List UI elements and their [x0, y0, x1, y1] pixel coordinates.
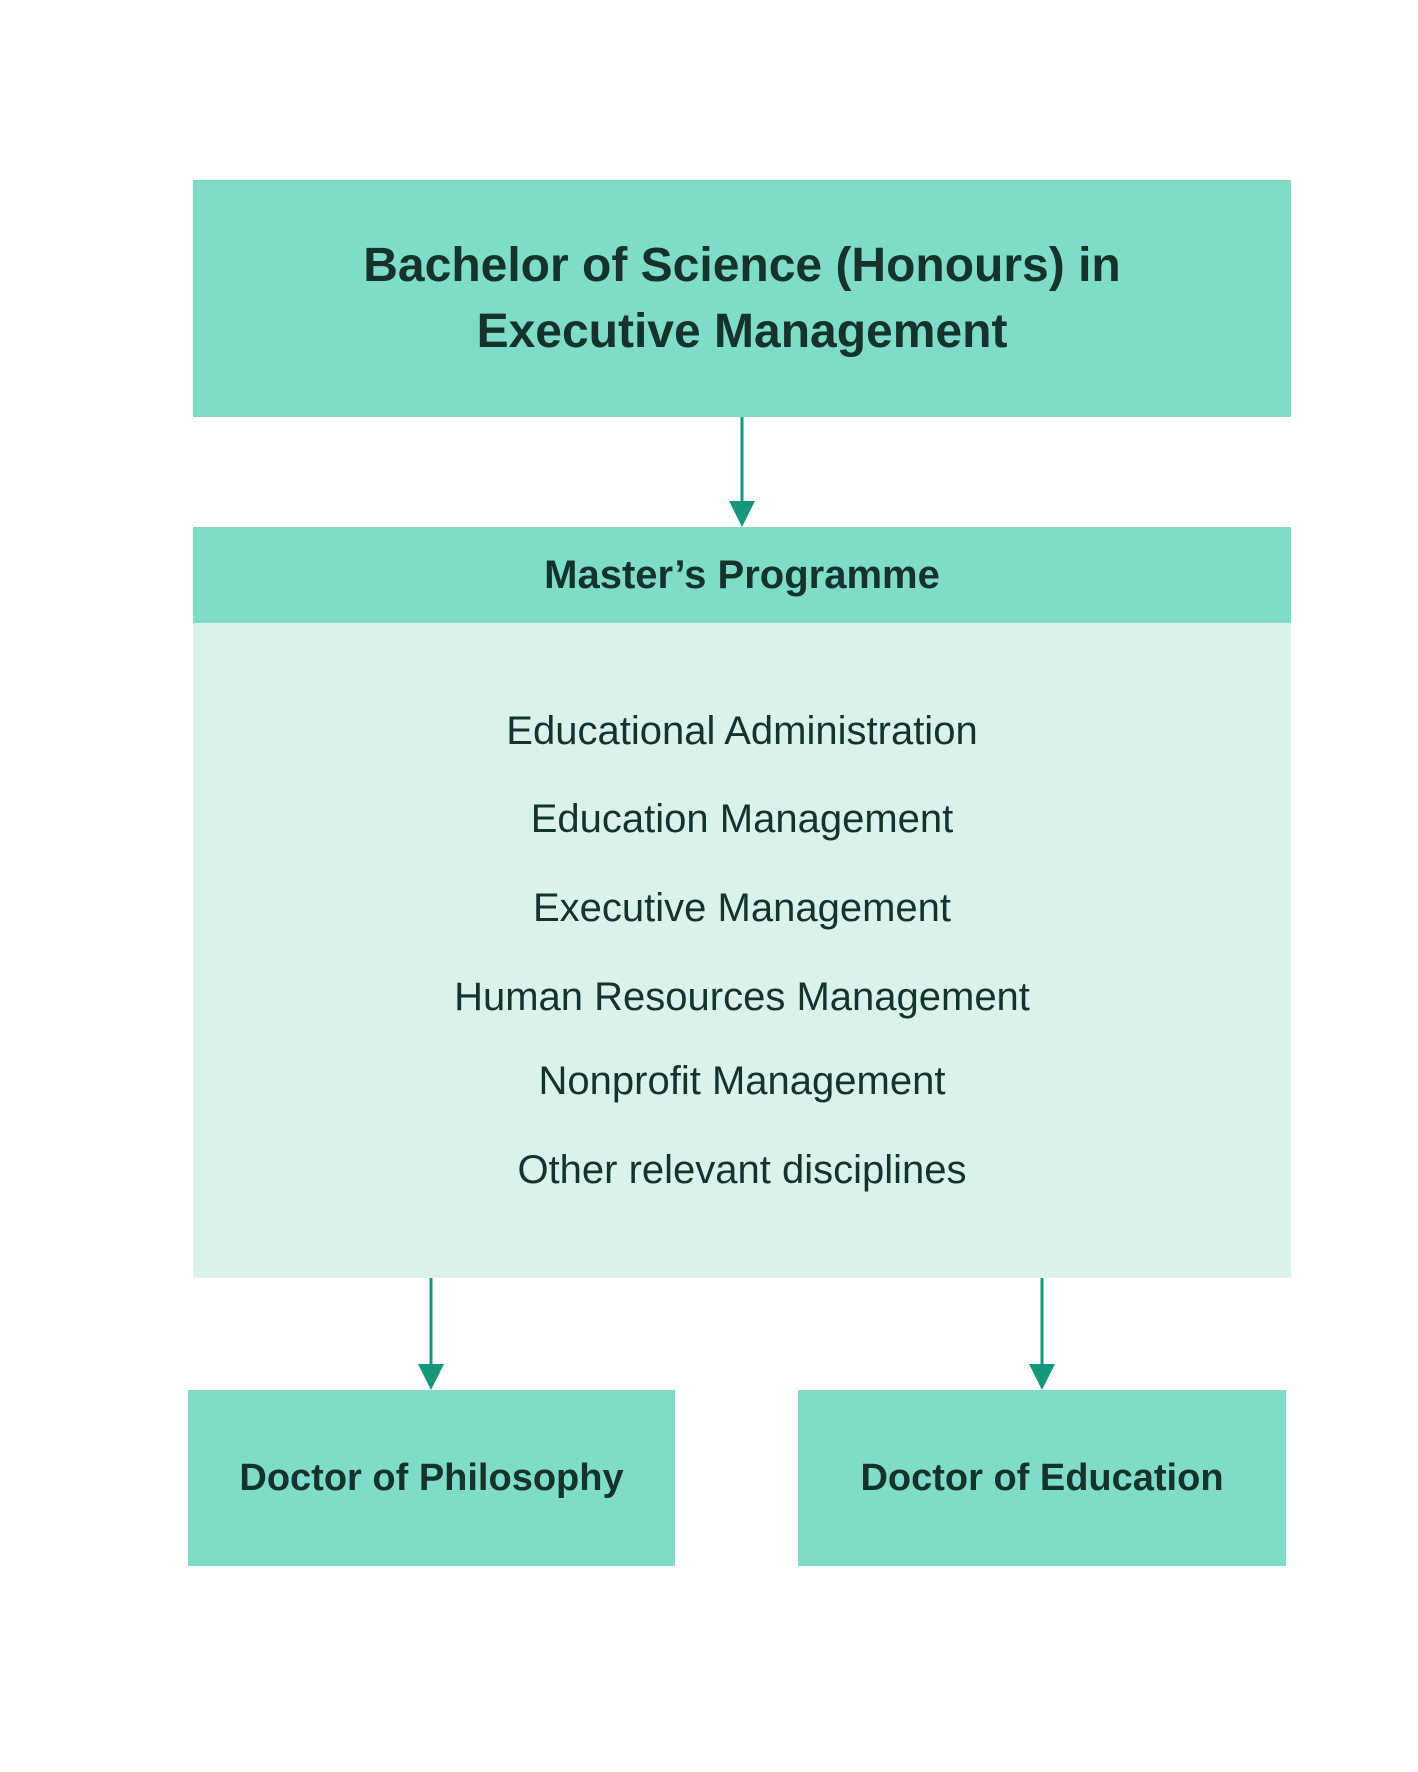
edd-title: Doctor of Education — [860, 1456, 1224, 1499]
edd-box — [798, 1390, 1286, 1566]
masters-disciplines-list — [193, 623, 1291, 1278]
masters-header — [193, 527, 1291, 623]
discipline-item: Educational Administration — [506, 709, 978, 753]
discipline-item: Nonprofit Management — [538, 1059, 946, 1103]
arrow-masters-to-phd — [418, 1278, 444, 1390]
bachelor-title: Bachelor of Science (Honours) in Executive Management — [363, 238, 1121, 358]
bachelor-box — [193, 180, 1291, 417]
masters-title: Master’s Programme — [544, 552, 940, 597]
discipline-item: Executive Management — [532, 886, 951, 930]
arrow-bachelor-to-masters — [729, 417, 755, 527]
phd-box — [188, 1390, 675, 1566]
arrow-masters-to-edd — [1029, 1278, 1055, 1390]
discipline-item: Other relevant disciplines — [517, 1148, 967, 1192]
discipline-item: Human Resources Management — [454, 975, 1030, 1019]
phd-title: Doctor of Philosophy — [239, 1456, 624, 1499]
discipline-item: Education Management — [530, 797, 954, 841]
